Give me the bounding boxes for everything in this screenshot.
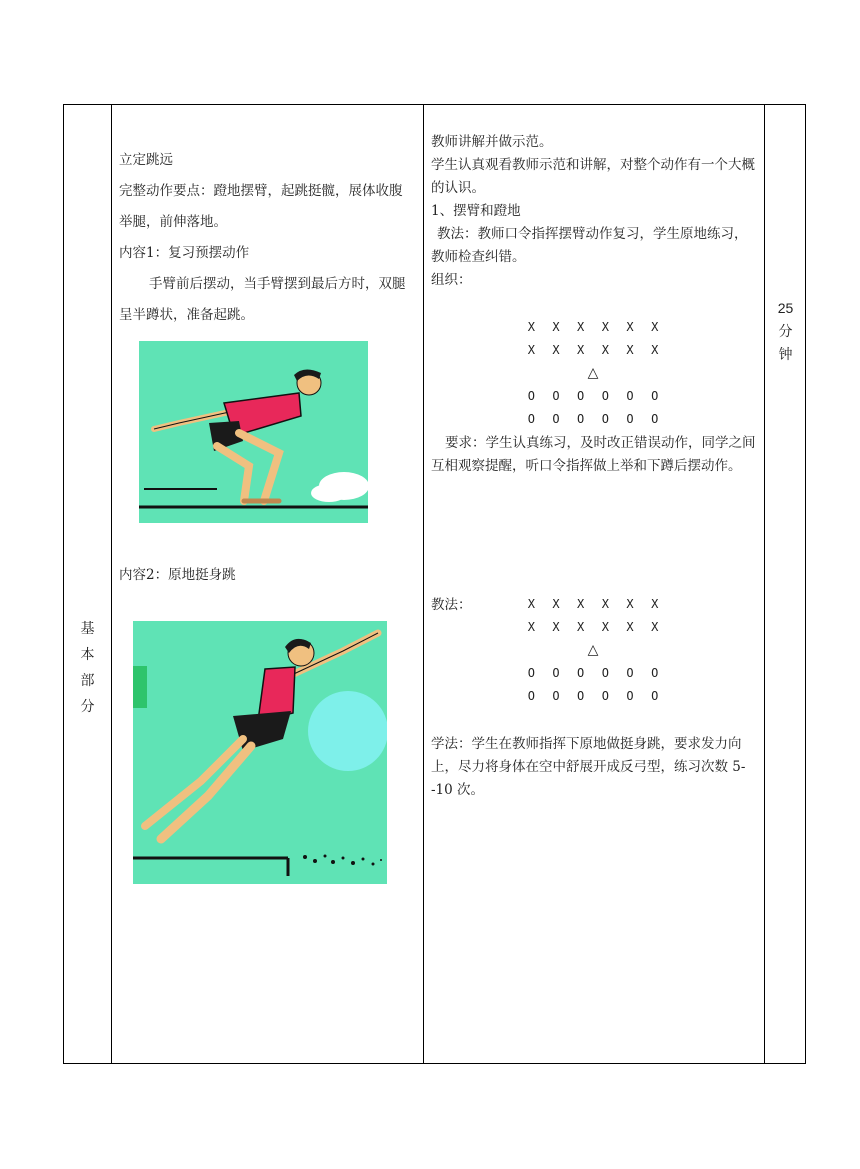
student-row-x: X X X X X X [527, 620, 660, 634]
learning-method: 学法：学生在教师指挥下原地做挺身跳，要求发力向上，尽力将身体在空中舒展开成反弓型，练习次数 5--10 次。 [431, 736, 746, 798]
section-label-char: 基 [80, 621, 95, 637]
duration-value: 25 [777, 300, 794, 316]
section-label-char: 分 [80, 699, 95, 715]
lesson-table [63, 104, 806, 1064]
section-label [64, 616, 111, 720]
item1-label: 内容1：复习预摆动作 [119, 245, 250, 261]
content-title: 立定跳远 [119, 152, 173, 168]
intro-line-2: 学生认真观看教师示范和讲解，对整个动作有一个大概的认识。 [431, 157, 755, 196]
extended-jump-illustration [133, 621, 387, 884]
student-row-x: X X X X X X [527, 597, 660, 611]
section-column [64, 105, 111, 1063]
teach-method-1: 教法：教师口令指挥摆臂动作复习，学生原地练习，教师检查纠错。 [431, 226, 748, 265]
teach-method-2-label: 教法： [431, 597, 472, 613]
formation-diagram-2 [423, 593, 764, 708]
duration-label [764, 297, 807, 366]
teacher-marker: △ [587, 642, 600, 658]
student-row-o: O O O O O O [527, 412, 660, 426]
crouch-pose-illustration [139, 341, 368, 523]
item1-description: 手臂前后摆动，当手臂摆到最后方时，双腿呈半蹲状，准备起跳。 [119, 276, 406, 323]
teacher-marker: △ [587, 365, 600, 381]
duration-column [764, 105, 807, 1063]
organization-label: 组织： [431, 272, 472, 288]
student-row-o: O O O O O O [527, 689, 660, 703]
student-row-o: O O O O O O [527, 666, 660, 680]
section-label-char: 本 [80, 647, 95, 663]
intro-line-1: 教师讲解并做示范。 [431, 134, 553, 150]
item2-label: 内容2：原地挺身跳 [119, 567, 236, 583]
method-column [423, 105, 764, 1063]
requirement-text: 要求：学生认真练习，及时改正错误动作，同学之间互相观察提醒，听口令指挥做上举和下蹲后摆动作。 [431, 435, 756, 474]
step1-heading: 1、摆臂和蹬地 [431, 203, 521, 219]
student-row-x: X X X X X X [527, 343, 660, 357]
student-row-o: O O O O O O [527, 389, 660, 403]
content-column [111, 105, 423, 1063]
duration-unit-char: 钟 [778, 346, 793, 362]
key-points: 完整动作要点：蹬地摆臂，起跳挺髋，展体收腹举腿，前伸落地。 [119, 183, 403, 230]
student-row-x: X X X X X X [527, 320, 660, 334]
formation-diagram-1 [423, 316, 764, 431]
section-label-char: 部 [80, 673, 95, 689]
duration-unit-char: 分 [778, 323, 793, 339]
